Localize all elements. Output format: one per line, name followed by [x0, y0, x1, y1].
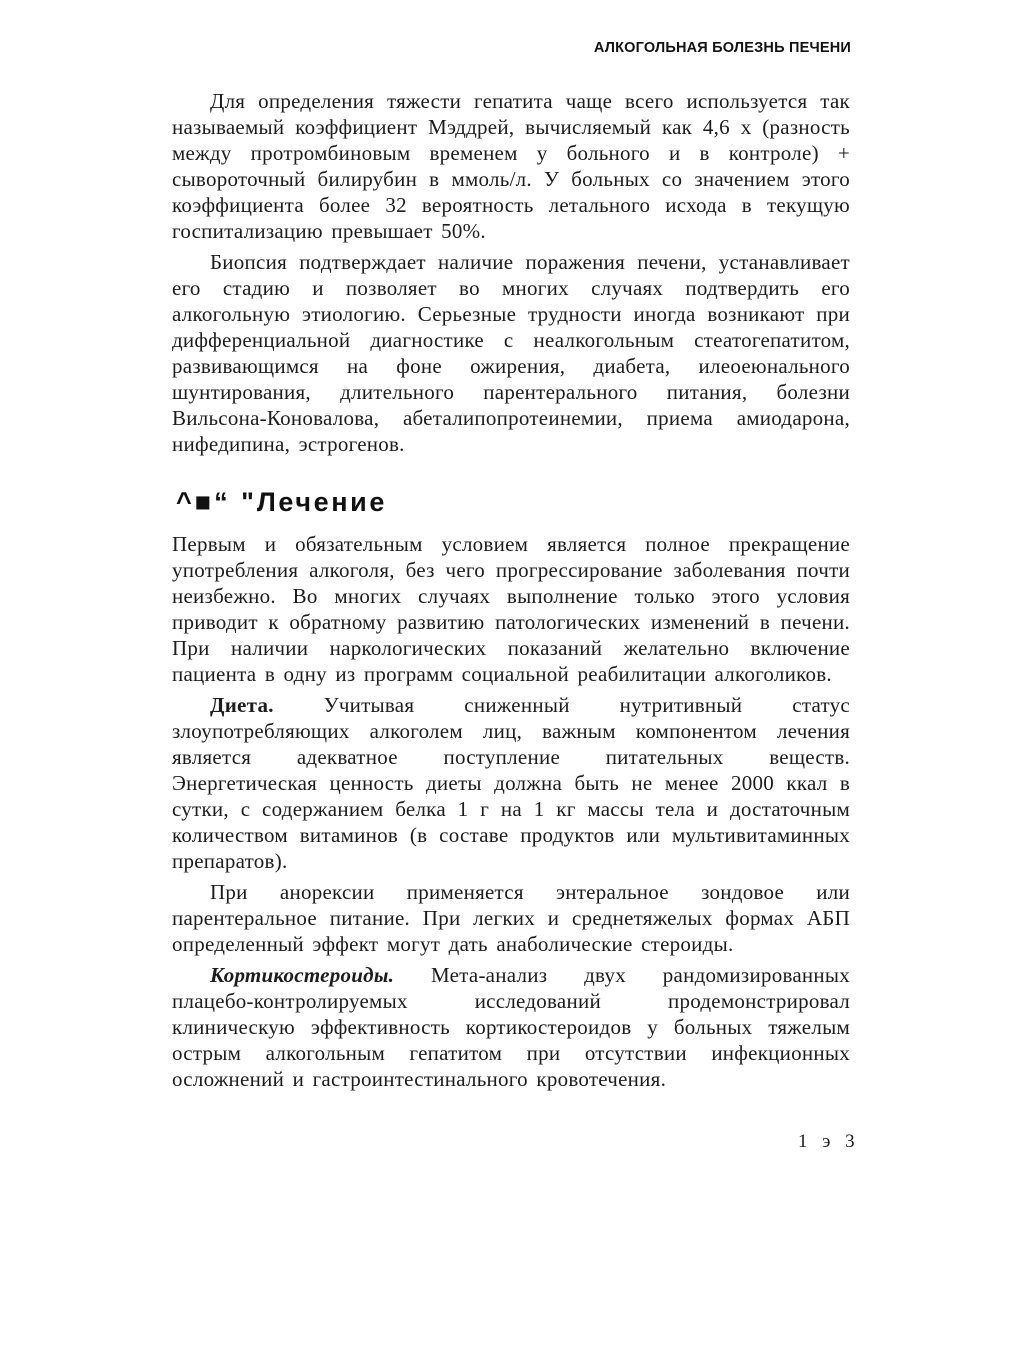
- diet-paragraph: [172, 692, 850, 874]
- anorexia-paragraph: При анорексии применяется энтеральное зондовое или парентеральное питание. При легких и среднетяжелых формах АБП определенный эффект могут дать анаболические стероиды.: [172, 880, 850, 956]
- corticosteroids-text: Мета-анализ двух рандомизированных плацебо-контролируемых исследований продемонстрировал клиническую эффективность кортикостероидов у больных тяжелым острым алкогольным гепатитом при отсутствии инфекционных осложнений и гастроинтестинального кровотечения.: [172, 963, 850, 1091]
- page-number: 1 э 3: [798, 1131, 860, 1152]
- biopsy-paragraph: Биопсия подтверждает наличие поражения печени, устанавливает его стадию и позволяет во многих случаях подтвердить его алкогольную этиологию. Серьезные трудности иногда возникают при дифференциальной диагностике с неалкогольным стеатогепатитом, развивающимся на фоне ожирения, диабета, илеоеюнального шунтирования, длительного парентерального питания, болезни Вильсона-Коновалова, абеталипопротеинемии, приема амиодарона, нифедипина, эстрогенов.: [172, 250, 850, 456]
- maddrey-paragraph: Для определения тяжести гепатита чаще всего используется так называемый коэффициент Мэддрей, вычисляемый как 4,6 х (разность между протромбиновым временем у больного и в контроле) + сывороточный билирубин в ммоль/л. У больных со значением этого коэффициента более 32 вероятность летального исхода в текущую госпитализацию превышает 50%.: [172, 89, 850, 243]
- section-heading-treatment: [176, 486, 387, 518]
- diet-lead: Диета.: [210, 693, 274, 717]
- corticosteroids-paragraph: [172, 962, 850, 1092]
- diet-text: Учитывая сниженный нутритивный статус злоупотребляющих алкоголем лиц, важным компонентом лечения является адекватное поступление питательных веществ. Энергетическая ценность диеты должна быть не менее 2000 ккал в сутки, с содержанием белка 1 г на 1 кг массы тела и достаточным количеством витаминов (в составе продуктов или мультивитаминных препаратов).: [172, 693, 850, 873]
- corticosteroids-lead: Кортикостероиды.: [210, 963, 395, 987]
- intro-text-block: [172, 88, 850, 462]
- treatment-intro-paragraph: Первым и обязательным условием является полное прекращение употребления алкоголя, без чего прогрессирование заболевания почти неизбежно. Во многих случаях выполнение только этого условия приводит к обратному развитию патологических изменений в печени. При наличии наркологических показаний желательно включение пациента в одну из программ социальной реабилитации алкоголиков.: [172, 532, 850, 686]
- heading-marker: ^■“ ": [176, 487, 257, 517]
- running-head: АЛКОГОЛЬНАЯ БОЛЕЗНЬ ПЕЧЕНИ: [593, 40, 851, 56]
- heading-title: Лечение: [256, 487, 387, 517]
- treatment-text-block: [172, 531, 850, 1097]
